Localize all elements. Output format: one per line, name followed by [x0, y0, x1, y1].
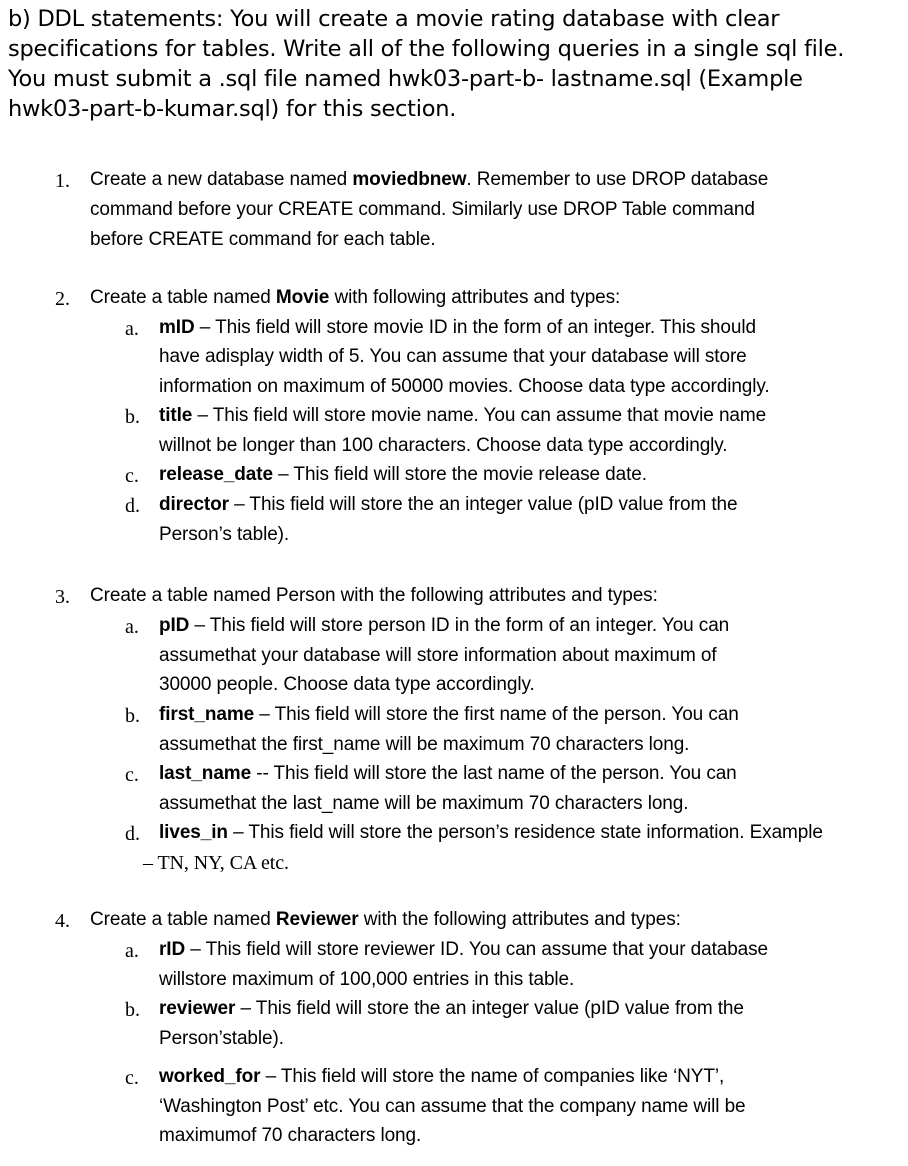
- sub-letter: c.: [125, 764, 139, 786]
- sub-letter: a.: [125, 940, 139, 962]
- sub-item-line: willstore maximum of 100,000 entries in this table.: [159, 969, 575, 990]
- sub-item-line: reviewer – This field will store the an integer value (pID value from the: [159, 998, 744, 1019]
- sub-item-line: mID – This field will store movie ID in the form of an integer. This should: [159, 317, 756, 338]
- sub-item-line: have adisplay width of 5. You can assume that your database will store: [159, 346, 747, 367]
- sub-item-line: assumethat the last_name will be maximum 70 characters long.: [159, 793, 689, 814]
- sub-letter: c.: [125, 465, 139, 487]
- field-name: worked_for: [159, 1066, 261, 1087]
- item-number: 2.: [55, 288, 70, 310]
- item-number: 4.: [55, 910, 70, 932]
- item-number: 1.: [55, 170, 70, 192]
- intro-line: b) DDL statements: You will create a movie rating database with clear: [8, 6, 780, 32]
- item-line: Create a new database named moviedbnew. Remember to use DROP database: [90, 169, 769, 190]
- sub-letter: b.: [125, 705, 140, 727]
- sub-item-line: 30000 people. Choose data type accordingly.: [159, 674, 535, 695]
- sub-item-line: release_date – This field will store the movie release date.: [159, 464, 647, 485]
- sub-letter: a.: [125, 318, 139, 340]
- intro-line: You must submit a .sql file named hwk03-part-b- lastname.sql (Example: [8, 66, 803, 92]
- sub-item-line: rID – This field will store reviewer ID. You can assume that your database: [159, 939, 769, 960]
- item-line: before CREATE command for each table.: [90, 229, 436, 250]
- item-line: Create a table named Reviewer with the following attributes and types:: [90, 909, 681, 930]
- sub-item-line: Person’stable).: [159, 1028, 284, 1049]
- field-name: title: [159, 405, 193, 426]
- sub-item-line: Person’s table).: [159, 524, 290, 545]
- intro-paragraph: [8, 4, 903, 124]
- item-line: Create a table named Movie with following attributes and types:: [90, 287, 621, 308]
- item-number: 3.: [55, 586, 70, 608]
- sub-letter: b.: [125, 999, 140, 1021]
- sub-item-line: director – This field will store the an integer value (pID value from the: [159, 494, 738, 515]
- intro-line: hwk03-part-b-kumar.sql) for this section.: [8, 96, 457, 122]
- sub-item-line: worked_for – This field will store the name of companies like ‘NYT’,: [159, 1066, 725, 1087]
- sub-letter: b.: [125, 406, 140, 428]
- table-name: Reviewer: [275, 909, 359, 930]
- sub-letter: d.: [125, 495, 140, 517]
- sub-letter: d.: [125, 823, 140, 845]
- intro-line: specifications for tables. Write all of the following queries in a single sql file.: [8, 36, 845, 62]
- field-name: reviewer: [159, 998, 236, 1019]
- sub-item-line: assumethat your database will store information about maximum of: [159, 645, 717, 666]
- sub-item-line: assumethat the first_name will be maximum 70 characters long.: [159, 734, 690, 755]
- field-name: lives_in: [159, 822, 228, 843]
- db-name: moviedbnew: [352, 169, 467, 190]
- table-name: Movie: [275, 287, 330, 308]
- field-name: rID: [159, 939, 186, 960]
- sub-item-tail: – TN, NY, CA etc.: [143, 852, 289, 874]
- sub-item-line: title – This field will store movie name. You can assume that movie name: [159, 405, 767, 426]
- field-name: director: [159, 494, 229, 515]
- item-line: Create a table named Person with the following attributes and types:: [90, 585, 658, 606]
- sub-item-line: information on maximum of 50000 movies. Choose data type accordingly.: [159, 376, 770, 397]
- field-name: mID: [159, 317, 195, 338]
- field-name: release_date: [159, 464, 273, 485]
- field-name: pID: [159, 615, 190, 636]
- field-name: last_name: [159, 763, 252, 784]
- sub-item-line: lives_in – This field will store the person’s residence state information. Example: [159, 822, 823, 843]
- sub-item-line: willnot be longer than 100 characters. Choose data type accordingly.: [159, 435, 728, 456]
- item-line: command before your CREATE command. Similarly use DROP Table command: [90, 199, 755, 220]
- sub-letter: a.: [125, 616, 139, 638]
- sub-item-line: first_name – This field will store the first name of the person. You can: [159, 704, 739, 725]
- field-name: first_name: [159, 704, 255, 725]
- sub-item-line: last_name -- This field will store the last name of the person. You can: [159, 763, 737, 784]
- sub-letter: c.: [125, 1067, 139, 1089]
- sub-item-line: pID – This field will store person ID in the form of an integer. You can: [159, 615, 730, 636]
- sub-item-line: maximumof 70 characters long.: [159, 1125, 422, 1146]
- sub-item-line: ‘Washington Post’ etc. You can assume that the company name will be: [159, 1096, 746, 1117]
